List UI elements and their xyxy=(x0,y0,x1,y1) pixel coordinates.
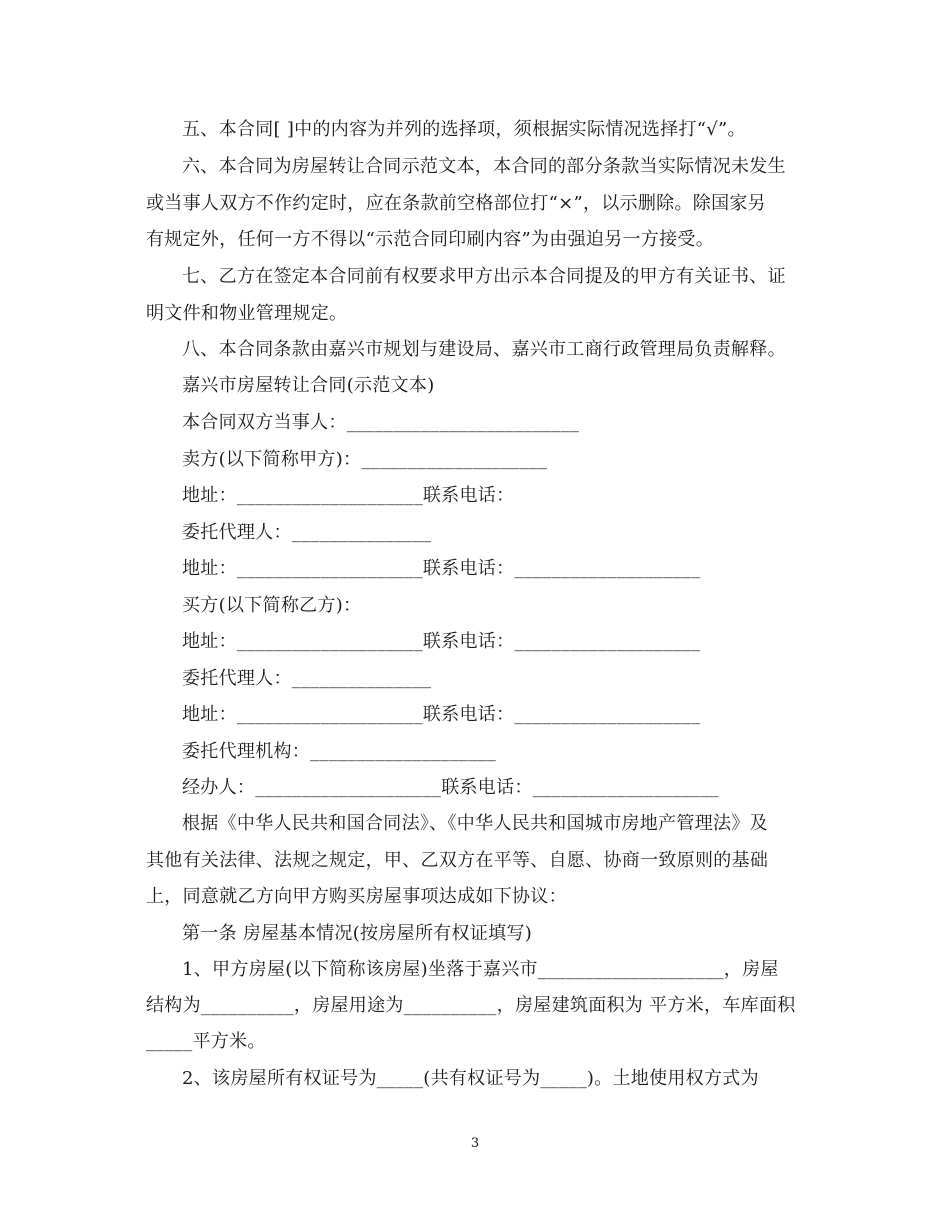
text-line: 明文件和物业管理规定。 xyxy=(146,303,348,324)
text-line: 结构为__________，房屋用途为__________，房屋建筑面积为 平方米，车库面积 xyxy=(146,995,796,1016)
form-line: 买方(以下简称乙方)： xyxy=(182,595,362,616)
form-line: 地址：____________________联系电话： xyxy=(182,485,515,506)
form-line: 委托代理人：_______________ xyxy=(182,668,432,689)
form-line: 地址：____________________联系电话：____________________ xyxy=(182,704,701,725)
page-number: 3 xyxy=(470,1136,480,1151)
contract-title: 嘉兴市房屋转让合同(示范文本) xyxy=(182,375,435,396)
text-line: 1、甲方房屋(以下简称该房屋)坐落于嘉兴市____________________，房屋 xyxy=(182,959,779,980)
text-line: 其他有关法律、法规之规定，甲、乙双方在平等、自愿、协商一致原则的基础 xyxy=(146,850,769,871)
text-line: 五、本合同[ ]中的内容为并列的选择项，须根据实际情况选择打“√”。 xyxy=(182,119,746,140)
text-line: 或当事人双方不作约定时，应在条款前空格部位打“×”，以示删除。除国家另 xyxy=(146,193,766,214)
form-line: 本合同双方当事人：_________________________ xyxy=(182,412,580,433)
form-line: 委托代理机构：____________________ xyxy=(182,741,497,762)
form-line: 地址：____________________联系电话：____________________ xyxy=(182,631,701,652)
text-line: _____平方米。 xyxy=(146,1031,266,1052)
form-line: 委托代理人：_______________ xyxy=(182,522,432,543)
text-line: 上，同意就乙方向甲方购买房屋事项达成如下协议： xyxy=(146,886,567,907)
form-line: 经办人：____________________联系电话：____________________ xyxy=(182,777,719,798)
form-line: 地址：____________________联系电话：____________________ xyxy=(182,558,701,579)
form-line: 卖方(以下简称甲方)：____________________ xyxy=(182,449,548,470)
text-line: 七、乙方在签定本合同前有权要求甲方出示本合同提及的甲方有关证书、证 xyxy=(182,266,786,287)
text-line: 六、本合同为房屋转让合同示范文本，本合同的部分条款当实际情况未发生 xyxy=(182,156,786,177)
text-line: 2、该房屋所有权证号为_____(共有权证号为_____)。土地使用权方式为 xyxy=(182,1068,759,1089)
text-line: 根据《中华人民共和国合同法》、《中华人民共和国城市房地产管理法》及 xyxy=(182,813,768,834)
text-line: 八、本合同条款由嘉兴市规划与建设局、嘉兴市工商行政管理局负责解释。 xyxy=(182,339,786,360)
text-line: 有规定外，任何一方不得以“示范合同印刷内容”为由强迫另一方接受。 xyxy=(146,229,715,250)
section-heading: 第一条 房屋基本情况(按房屋所有权证填写) xyxy=(182,923,533,944)
